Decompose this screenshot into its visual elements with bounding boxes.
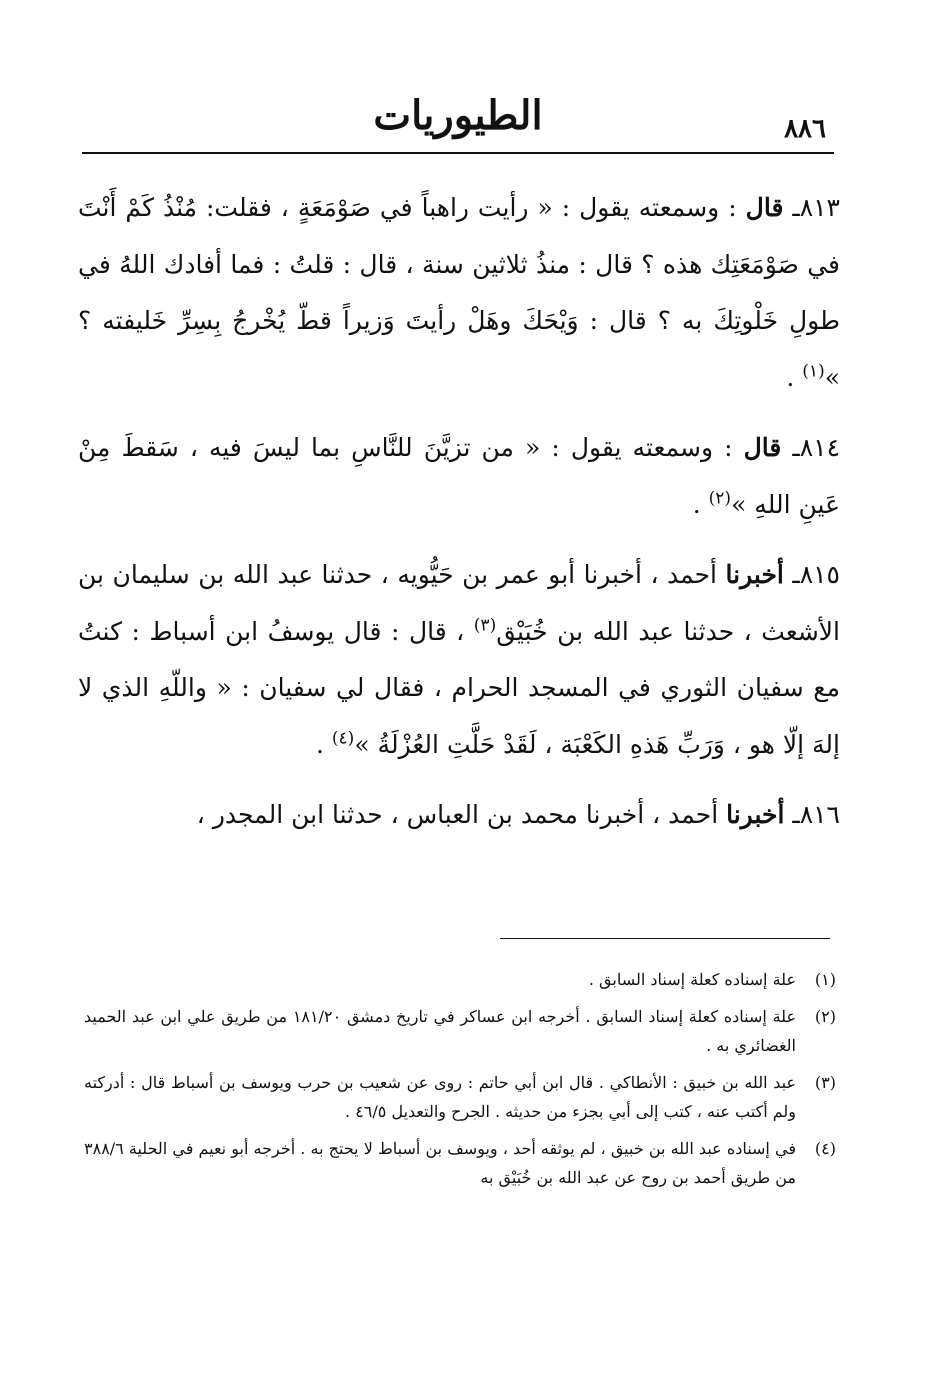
entry-816 (78, 787, 840, 844)
entry-number: ٨١٣ـ (792, 193, 840, 222)
header-rule (82, 152, 834, 154)
footnote-2 (84, 1002, 836, 1060)
footnote-separator (500, 938, 830, 939)
footnote-number: (٣) (814, 1073, 836, 1092)
entry-text: : وسمعته يقول : « رأيت راهباً في صَوْمَعَةٍ ، فقلت: مُنْذُ كَمْ أَنْتَ في صَوْمَعَتِك هذه ؟ قال : منذُ ثلاثين سنة ، قال : قلتُ : فما أفادك اللهُ في طولِ خَلْوتِكَ به ؟ قال : وَيْحَكَ وهَلْ رأيتَ وَزيراً قطّ يُخْرجُ بِسِرِّ خَليفته ؟ » (78, 193, 840, 392)
footnote-text: عبد الله بن خبيق : الأنطاكي . قال ابن أبي حاتم : روى عن شعيب بن حرب ويوسف بن أسباط قال : أدركته ولم أكتب عنه ، كتب إلى أبي بجزء من حديثه . الجرح والتعديل ٤٦/٥ . (84, 1073, 796, 1121)
entry-end: . (315, 729, 332, 759)
footnote-ref[interactable]: (٢) (708, 488, 732, 509)
footnote-3 (84, 1068, 836, 1126)
footnote-1 (84, 965, 836, 994)
page-number: ٨٨٦ (784, 114, 826, 144)
entry-end: . (786, 362, 803, 392)
footnote-number: (٤) (814, 1139, 836, 1158)
footnote-ref[interactable]: (٤) (331, 728, 355, 749)
entry-keyword: أخبرنا (725, 560, 784, 589)
entry-text: أحمد ، أخبرنا أبو عمر بن حَيُّويه ، حدثنا عبد الله بن سليمان بن الأشعث ، حدثنا عبد الله بن خُبَيْق (78, 560, 840, 646)
footnote-text: علة إسناده كعلة إسناد السابق . أخرجه ابن عساكر في تاريخ دمشق ١٨١/٢٠ من طريق علي ابن عبد الحميد الغضائري به . (84, 1007, 797, 1055)
entry-text: أحمد ، أخبرنا محمد بن العباس ، حدثنا ابن المجدر ، (196, 800, 719, 829)
entry-text: : وسمعته يقول : « من تزيَّنَ للنَّاسِ بما ليسَ فيه ، سَقطَ مِنْ عَينِ اللهِ » (78, 433, 840, 519)
entry-end: . (692, 489, 709, 519)
footnote-text: في إسناده عبد الله بن خبيق ، لم يوثقه أحد ، ويوسف بن أسباط لا يحتج به . أخرجه أبو نعيم في الحلية ٣٨٨/٦ من طريق أحمد بن روح عن عبد الله بن خُبَيْق به (84, 1139, 796, 1187)
page-header (82, 92, 834, 152)
entry-number: ٨١٦ـ (792, 800, 840, 829)
entry-keyword: أخبرنا (726, 800, 785, 829)
entry-keyword: قال (743, 433, 782, 462)
entry-number: ٨١٥ـ (792, 560, 840, 589)
footnote-ref[interactable]: (٣) (473, 615, 497, 636)
footnote-number: (١) (814, 970, 836, 989)
entry-keyword: قال (745, 193, 784, 222)
main-text (78, 180, 840, 858)
footnote-text: علة إسناده كعلة إسناد السابق . (588, 970, 796, 989)
entry-813 (78, 180, 840, 406)
entry-815 (78, 547, 840, 773)
footnote-ref[interactable]: (١) (802, 361, 825, 382)
entry-number: ٨١٤ـ (792, 433, 841, 462)
footnotes (84, 965, 836, 1200)
footnote-number: (٢) (814, 1007, 836, 1026)
running-title: الطيوريات (373, 92, 543, 139)
entry-text-continued: ، قال : قال يوسفُ ابن أسباط : كنتُ مع سفيان الثوري في المسجد الحرام ، فقال لي سفيان : « واللّهِ الذي لا إلهَ إلّا هو ، وَرَبِّ هَذهِ الكَعْبَة ، لَقَدْ حَلَّتِ العُزْلَةُ » (78, 616, 840, 759)
entry-814 (78, 420, 840, 533)
footnote-4 (84, 1134, 836, 1192)
